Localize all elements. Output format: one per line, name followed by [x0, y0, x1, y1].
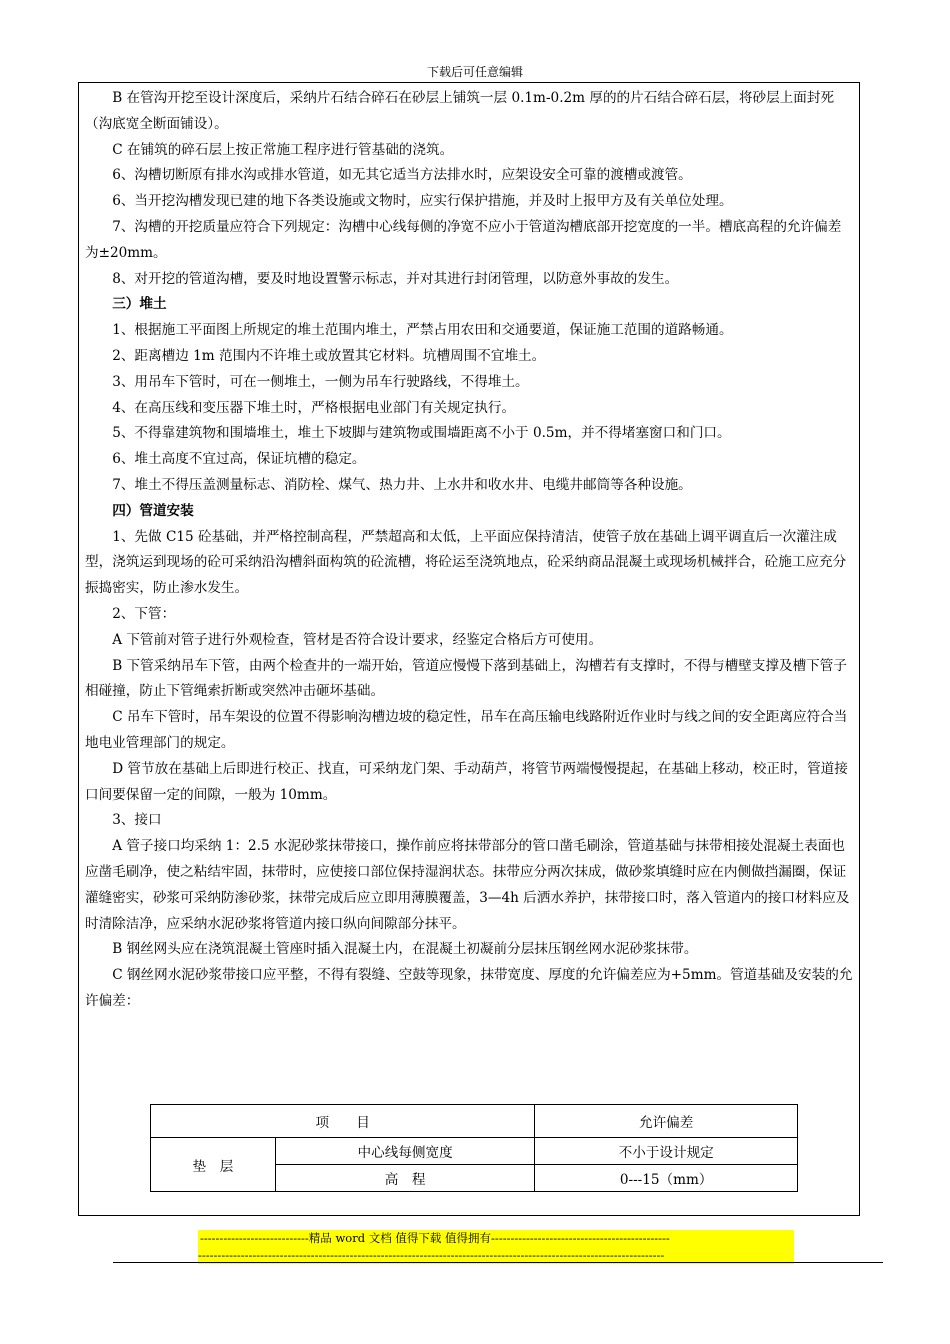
paragraph: 6、堆土高度不宜过高，保证坑槽的稳定。 — [112, 451, 366, 468]
paragraph: C 钢丝网水泥砂浆带接口应平整，不得有裂缝、空鼓等现象，抹带宽度、厚度的允许偏差应为+5mm。管道基础及安装的允许偏差： — [85, 967, 853, 1009]
paragraph: D 管节放在基础上后即进行校正、找直，可采纳龙门架、手动葫芦，将管节两端慢慢提起，在基础上移动，校正时，管道接口间要保留一定的间隙，一般为 10mm。 — [85, 760, 848, 803]
group-label: 垫 层 — [151, 1138, 276, 1192]
table-row — [151, 1138, 798, 1165]
row-item: 高 程 — [275, 1165, 535, 1192]
section-heading: 三）堆土 — [112, 296, 167, 313]
section-heading: 四）管道安装 — [112, 502, 194, 519]
paragraph: 5、不得靠建筑物和围墙堆土，堆土下坡脚与建筑物或围墙距离不小于 0.5m，并不得堵塞窗口和门口。 — [112, 425, 731, 442]
footer-line-2: ------------------------------------------------------------------------------------------------------------------------ — [198, 1248, 665, 1262]
bottom-rule — [113, 1262, 883, 1263]
paragraph: C 在铺筑的碎石层上按正常施工程序进行管基础的浇筑。 — [112, 141, 454, 158]
paragraph: B 在管沟开挖至设计深度后，采纳片石结合碎石在砂层上铺筑一层 0.1m-0.2m 厚的的片石结合碎石层，将砂层上面封死（沟底宽全断面铺设）。 — [85, 90, 835, 132]
header-note: 下载后可任意编辑 — [426, 65, 523, 79]
footer-banner — [198, 1230, 794, 1264]
paragraph: 2、距离槽边 1m 范围内不许堆土或放置其它材料。坑槽周围不宜堆土。 — [112, 347, 546, 364]
document-body — [85, 86, 853, 1015]
paragraph: 3、接口 — [112, 812, 162, 829]
paragraph: 6、沟槽切断原有排水沟或排水管道，如无其它适当方法排水时，应架设安全可靠的渡槽或渡管。 — [112, 167, 692, 184]
paragraph: 3、用吊车下管时，可在一侧堆土，一侧为吊车行驶路线，不得堆土。 — [112, 373, 529, 390]
row-value: 不小于设计规定 — [535, 1138, 798, 1165]
tolerance-table-wrap — [150, 1104, 798, 1192]
paragraph: 2、下管： — [112, 605, 176, 622]
paragraph: 7、沟槽的开挖质量应符合下列规定：沟槽中心线每侧的净宽不应小于管道沟槽底部开挖宽度的一半。槽底高程的允许偏差为±20mm。 — [85, 218, 842, 261]
paragraph: A 管子接口均采纳 1：2.5 水泥砂浆抹带接口，操作前应将抹带部分的管口凿毛刷涂，管道基础与抹带相接处混凝土表面也应凿毛刷净，使之粘结牢固，抹带时，应使接口部位保持湿润状态。抹带应分两次抹成，做砂浆填缝时应在内侧做挡漏圈，保证灌缝密实，砂浆可采纳防渗砂浆，抹带完成后应立即用薄膜覆盖，3—4h 后洒水养护，抹带接口时，落入管道内的接口材料应及时清除洁净，应采纳水泥砂浆将管道内接口纵向间隙部分抹平。 — [85, 838, 850, 932]
paragraph: C 吊车下管时，吊车架设的位置不得影响沟槽边坡的稳定性，吊车在高压输电线路附近作业时与线之间的安全距离应符合当地电业管理部门的规定。 — [85, 709, 848, 751]
paragraph: 4、在高压线和变压器下堆土时，严格根据电业部门有关规定执行。 — [112, 399, 516, 416]
row-value: 0---15（mm） — [535, 1165, 798, 1192]
paragraph: 8、对开挖的管道沟槽，要及时地设置警示标志，并对其进行封闭管理，以防意外事故的发生。 — [112, 270, 679, 287]
paragraph: 1、根据施工平面图上所规定的堆土范围内堆土，严禁占用农田和交通要道，保证施工范围的道路畅通。 — [112, 322, 733, 339]
paragraph: B 下管采纳吊车下管，由两个检查井的一端开始，管道应慢慢下落到基础上，沟槽若有支撑时，不得与槽壁支撑及槽下管子相碰撞，防止下管绳索折断或突然冲击砸坏基础。 — [85, 657, 847, 700]
paragraph: 1、先做 C15 砼基础，并严格控制高程，严禁超高和太低，上平面应保持清洁，使管子放在基础上调平调直后一次灌注成型，浇筑运到现场的砼可采纳沿沟槽斜面构筑的砼流槽，将砼运至浇筑地点，砼采纳商品混凝土或现场机械拌合，砼施工应充分振捣密实，防止渗水发生。 — [85, 528, 847, 597]
paragraph: 6、当开挖沟槽发现已建的地下各类设施或文物时，应实行保护措施，并及时上报甲方及有关单位处理。 — [112, 193, 733, 210]
paragraph: 7、堆土不得压盖测量标志、消防栓、煤气、热力井、上水井和收水井、电缆井邮筒等各种设施。 — [112, 476, 692, 493]
footer-line-1: ----------------------------精品 word 文档 值得下载 值得拥有---------------------------------------------- — [200, 1231, 670, 1245]
paragraph: A 下管前对管子进行外观检查，管材是否符合设计要求，经鉴定合格后方可使用。 — [112, 631, 603, 648]
paragraph: B 钢丝网头应在浇筑混凝土管座时插入混凝土内，在混凝土初凝前分层抹压钢丝网水泥砂浆抹带。 — [112, 941, 698, 958]
header-tolerance: 允许偏差 — [535, 1105, 798, 1138]
row-item: 中心线每侧宽度 — [275, 1138, 535, 1165]
header-item: 项 目 — [151, 1105, 535, 1138]
table-header-row — [151, 1105, 798, 1138]
tolerance-table — [150, 1104, 798, 1192]
